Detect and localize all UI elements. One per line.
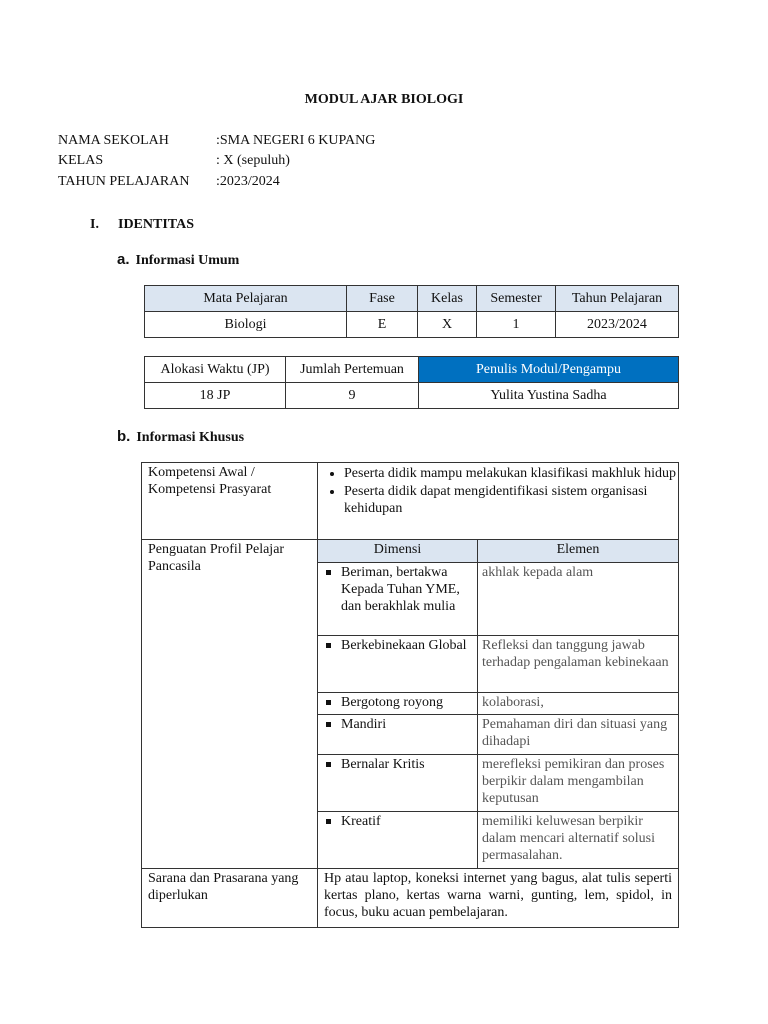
square-bullet-icon [326,643,331,648]
table-row [318,755,678,812]
dimensi-text: Bergotong royong [341,695,444,710]
profil-label: Penguatan Profil Pelajar Pancasila [142,540,318,869]
list-item: • Peserta didik mampu melakukan klasifikasi makhluk hidup [344,465,678,482]
header-jumlah-pertemuan: Jumlah Pertemuan [286,357,419,383]
table-row [318,715,678,755]
cell-jumlah-pertemuan: 9 [286,383,419,409]
informasi-umum-title: Informasi Umum [135,253,240,268]
school-year-value: :2023/2024 [216,174,280,189]
cell-alokasi-waktu: 18 JP [145,383,286,409]
list-item: • Peserta didik dapat mengidentifikasi sistem organisasi kehidupan [344,483,678,517]
section-number: I. [90,217,99,232]
table-row [318,636,678,693]
sarana-label: Sarana dan Prasarana yang diperlukan [142,869,318,928]
profil-row [142,540,679,869]
cell-fase: E [347,312,418,338]
sarana-row [142,869,679,928]
dimensi-text: Bernalar Kritis [341,757,425,772]
elemen-cell: akhlak kepada alam [478,563,679,636]
school-name-value: :SMA NEGERI 6 KUPANG [216,133,376,148]
informasi-umum-letter: a. [117,251,130,268]
square-bullet-icon [326,722,331,727]
header-penulis-modul: Penulis Modul/Pengampu [419,357,679,383]
elemen-cell: Refleksi dan tanggung jawab terhadap pengalaman kebinekaan [478,636,679,693]
class-value: : X (sepuluh) [216,153,290,168]
square-bullet-icon [326,762,331,767]
class-row [58,153,290,169]
sarana-value: Hp atau laptop, koneksi internet yang bagus, alat tulis seperti kertas plano, kertas warna warni, gunting, lem, spidol, in focus, buku acuan pembelajaran. [318,869,679,928]
cell-mata-pelajaran: Biologi [145,312,347,338]
cell-penulis-modul: Yulita Yustina Sadha [419,383,679,409]
table-row [318,563,678,636]
informasi-umum-heading [117,251,239,269]
school-name-row [58,133,375,149]
dimensi-text: Berkebinekaan Global [341,638,467,653]
dimensi-cell [318,715,478,755]
table-row [318,693,678,715]
header-elemen: Elemen [478,540,679,563]
dimensi-text: Mandiri [341,717,387,732]
elemen-cell: kolaborasi, [478,693,679,715]
section-title: IDENTITAS [118,217,194,232]
general-info-table [144,285,679,338]
profil-header-row [318,540,678,563]
cell-tahun-pelajaran: 2023/2024 [556,312,679,338]
square-bullet-icon [326,570,331,575]
general-info-header-row [145,286,679,312]
header-dimensi: Dimensi [318,540,478,563]
informasi-khusus-letter: b. [117,428,131,445]
kompetensi-row [142,463,679,540]
dimensi-text: Kreatif [341,814,381,829]
header-mata-pelajaran: Mata Pelajaran [145,286,347,312]
table-row [318,812,678,869]
document-title: MODUL AJAR BIOLOGI [304,92,464,107]
class-label: KELAS [58,153,104,168]
header-semester: Semester [477,286,556,312]
informasi-khusus-heading [117,428,244,446]
dimensi-cell [318,563,478,636]
elemen-cell: memiliki keluwesan berpikir dalam mencari alternatif solusi permasalahan. [478,812,679,869]
elemen-cell: Pemahaman diri dan situasi yang dihadapi [478,715,679,755]
school-year-label: TAHUN PELAJARAN [58,174,190,189]
dimensi-cell [318,812,478,869]
header-alokasi-waktu: Alokasi Waktu (JP) [145,357,286,383]
square-bullet-icon [326,819,331,824]
kompetensi-content [318,463,679,540]
header-fase: Fase [347,286,418,312]
dimensi-cell [318,693,478,715]
allocation-header-row [145,357,679,383]
kompetensi-list [318,465,678,517]
dimensi-cell [318,636,478,693]
elemen-cell: merefleksi pemikiran dan proses berpikir dalam mengambilan keputusan [478,755,679,812]
informasi-khusus-title: Informasi Khusus [136,430,245,445]
header-tahun-pelajaran: Tahun Pelajaran [556,286,679,312]
profil-content [318,540,679,869]
section-identitas-heading [90,217,194,233]
dimensi-text: Beriman, bertakwa Kepada Tuhan YME, dan berakhlak mulia [341,565,460,614]
square-bullet-icon [326,700,331,705]
special-info-table [141,462,679,928]
profil-inner-table [318,540,678,868]
cell-kelas: X [418,312,477,338]
allocation-table [144,356,679,409]
school-year-row [58,174,280,190]
school-name-label: NAMA SEKOLAH [58,133,169,148]
allocation-data-row [145,383,679,409]
dimensi-cell [318,755,478,812]
cell-semester: 1 [477,312,556,338]
general-info-data-row [145,312,679,338]
header-kelas: Kelas [418,286,477,312]
kompetensi-label: Kompetensi Awal / Kompetensi Prasyarat [142,463,318,540]
